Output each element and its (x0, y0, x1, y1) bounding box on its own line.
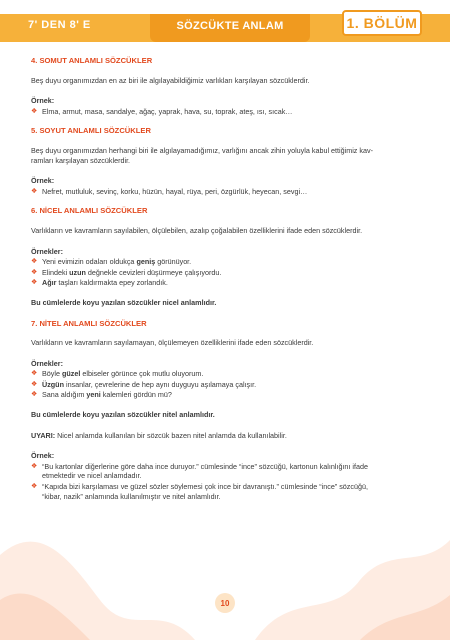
star-bullet-icon: ❖ (31, 370, 38, 378)
example-text: “kibar, nazik” anlamında kullanılmıştır ve nitel anlamlıdır. (42, 491, 221, 501)
example-label: Örnekler: (31, 246, 63, 256)
section-badge: 1. BÖLÜM (342, 10, 422, 36)
desc-line: ramları karşılayan sözcüklerdir. (31, 155, 131, 165)
section-title-nicel: 6. NİCEL ANLAMLI SÖZCÜKLER (31, 206, 148, 216)
section-desc-nicel: Varlıkların ve kavramların sayılabilen, ölçülebilen, azalıp çoğalabilen özelliklerini ifade eden sözcüklerdir. (31, 225, 363, 235)
highlighted-word: geniş (136, 257, 156, 267)
star-bullet-icon: ❖ (31, 107, 38, 115)
example-text: etmektedir ve nicel anlamdadır. (42, 471, 142, 481)
example-text: kalemleri gördün mü? (100, 390, 172, 400)
example-text: Elindeki (42, 267, 70, 277)
grade-label: 7' DEN 8' E (28, 19, 91, 31)
example-text: taşları kaldırmakta epey zorlandık. (56, 278, 168, 288)
example-label: Örnek: (31, 96, 55, 106)
example-text: elbiseler görünce çok mutlu oluyorum. (80, 369, 204, 379)
example-label: Örnekler: (31, 358, 63, 368)
highlighted-word: uzun (69, 267, 86, 277)
example-text: Sana aldığım (42, 390, 87, 400)
example-text: Elma, armut, masa, sandalye, ağaç, yaprak, hava, su, toprak, ateş, ısı, sıcak… (42, 106, 293, 116)
page-number: 10 (220, 599, 230, 608)
section-desc-somut: Beş duyu organımızdan en az biri ile algılayabildiğimiz varlıkları karşılayan sözcüklerdir. (31, 75, 310, 85)
star-bullet-icon: ❖ (31, 380, 38, 388)
note-text: Bu cümlelerde koyu yazılan sözcükler nitel anlamlıdır. (31, 410, 215, 420)
star-bullet-icon: ❖ (31, 483, 38, 491)
highlighted-word: Ağır (42, 278, 57, 288)
note-text: Bu cümlelerde koyu yazılan sözcükler nicel anlamlıdır. (31, 297, 217, 307)
star-bullet-icon: ❖ (31, 187, 38, 195)
star-bullet-icon: ❖ (31, 258, 38, 266)
chapter-title: SÖZCÜKTE ANLAM (176, 20, 284, 32)
highlighted-word: güzel (61, 369, 81, 379)
section-desc-nitel: Varlıkların ve kavramların sayılamayan, ölçülemeyen özelliklerini ifade eden sözcüklerdir. (31, 338, 314, 348)
warning-body: Nicel anlamda kullanılan bir sözcük bazen nitel anlamda da kullanılabilir. (55, 430, 287, 440)
star-bullet-icon: ❖ (31, 391, 38, 399)
section-title-nitel: 7. NİTEL ANLAMLI SÖZCÜKLER (31, 318, 147, 328)
example-text: insanlar, çevrelerine de hep aynı duyguyu aşılamaya çalışır. (63, 379, 257, 389)
example-label: Örnek: (31, 176, 55, 186)
highlighted-word: yeni (86, 390, 101, 400)
star-bullet-icon: ❖ (31, 279, 38, 287)
example-text: Nefret, mutluluk, sevinç, korku, hüzün, hayal, rüya, peri, özgürlük, heyecan, sevgi… (42, 186, 308, 196)
star-bullet-icon: ❖ (31, 268, 38, 276)
desc-line: Beş duyu organımızdan herhangi biri ile algılayamadığımız, varlığını ancak zihin yoluyla kabul ettiğimiz kav- (31, 145, 373, 155)
example-label: Örnek: (31, 451, 55, 461)
example-text: değnekle cevizleri düşürmeye çalışıyordu. (85, 267, 222, 277)
highlighted-word: Üzgün (42, 379, 64, 389)
section-title-somut: 4. SOMUT ANLAMLI SÖZCÜKLER (31, 56, 153, 65)
example-text: “Kapıda bizi karşılaması ve güzel sözler söylemesi çok ince bir davranıştı.” cümlesinde “ince” sözcüğü, (42, 482, 368, 492)
warning-label: UYARI: (31, 430, 56, 440)
section-title-soyut: 5. SOYUT ANLAMLI SÖZCÜKLER (31, 126, 151, 136)
example-text: Yeni evimizin odaları oldukça (42, 257, 137, 267)
example-text: Böyle (42, 369, 62, 379)
example-text: “Bu kartonlar diğerlerine göre daha ince duruyor.” cümlesinde “ince” sözcüğü, kartonun kalınlığını ifade (42, 461, 369, 471)
star-bullet-icon: ❖ (31, 462, 38, 470)
example-text: görünüyor. (155, 257, 192, 267)
